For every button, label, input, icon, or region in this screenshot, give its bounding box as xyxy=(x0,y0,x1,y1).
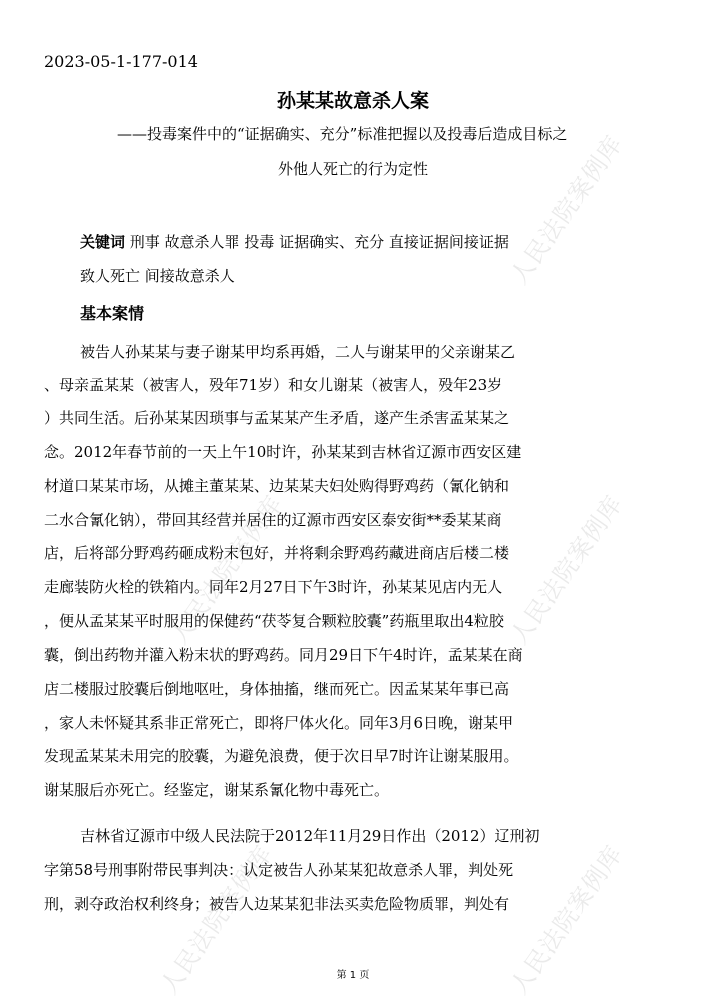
body-line: ，便从孟某某平时服用的保健药“茯苓复合颗粒胶囊”药瓶里取出4粒胶 xyxy=(44,612,504,630)
body-line: ，家人未怀疑其系非正常死亡，即将尸体火化。同年3月6日晚，谢某甲 xyxy=(44,714,514,732)
watermark: 人民法院案例库 xyxy=(504,840,629,1000)
body-line: 被告人孙某某与妻子谢某甲均系再婚，二人与谢某甲的父亲谢某乙 xyxy=(80,343,516,361)
section-heading: 基本案情 xyxy=(80,304,145,323)
body-line: 、母亲孟某某（被害人，殁年71岁）和女儿谢某（被害人，殁年23岁 xyxy=(44,376,503,394)
body-line: 念。2012年春节前的一天上午10时许，孙某某到吉林省辽源市西安区建 xyxy=(44,443,522,461)
body-line: 发现孟某某未用完的胶囊，为避免浪费，便于次日早7时许让谢某服用。 xyxy=(44,747,519,765)
subtitle-line: ——投毒案件中的“证据确实、充分”标准把握以及投毒后造成目标之 xyxy=(117,125,568,143)
keywords-label: 关键词 xyxy=(80,233,126,251)
keywords-line xyxy=(80,235,509,250)
body-line: 走廊装防火栓的铁箱内。同年2月27日下午3时许，孙某某见店内无人 xyxy=(44,578,503,596)
body-line: 材道口某某市场，从摊主董某某、边某某夫妇处购得野鸡药（氰化钠和 xyxy=(44,477,510,495)
body-line: 店，后将部分野鸡药砸成粉末包好，并将剩余野鸡药藏进商店后楼二楼 xyxy=(44,544,510,562)
body-line: 二水合氰化钠），带回其经营并居住的辽源市西安区泰安街**委某某商 xyxy=(44,511,502,529)
body-line: 店二楼服过胶囊后倒地呕吐，身体抽搐，继而死亡。因孟某某年事已高 xyxy=(44,680,510,698)
body-line: 吉林省辽源市中级人民法院于2012年11月29日作出（2012）辽刑初 xyxy=(80,827,540,845)
watermark: 人民法院案例库 xyxy=(504,130,629,290)
document-id: 2023-05-1-177-014 xyxy=(44,52,198,71)
watermark: 人民法院案例库 xyxy=(504,490,629,650)
page-number: 第 1 页 xyxy=(336,970,370,981)
page-title: 孙某某故意杀人案 xyxy=(276,90,429,112)
body-line: 字第58号刑事附带民事判决：认定被告人孙某某犯故意杀人罪，判处死 xyxy=(44,861,514,879)
body-line: 囊，倒出药物并灌入粉末状的野鸡药。同月29日下午4时许，孟某某在商 xyxy=(44,646,523,664)
keywords-line: 致人死亡 间接故意杀人 xyxy=(80,267,235,285)
body-line: 谢某服后亦死亡。经鉴定，谢某系氰化物中毒死亡。 xyxy=(44,781,390,799)
subtitle-line: 外他人死亡的行为定性 xyxy=(278,160,429,178)
body-line: ）共同生活。后孙某某因琐事与孟某某产生矛盾，遂产生杀害孟某某之 xyxy=(44,409,510,427)
keywords-text: 刑事 故意杀人罪 投毒 证据确实、充分 直接证据间接证据 xyxy=(125,233,509,251)
body-line: 刑，剥夺政治权利终身；被告人边某某犯非法买卖危险物质罪，判处有 xyxy=(44,895,510,913)
watermark: 人民法院案例库 xyxy=(164,490,289,650)
watermark: 人民法院案例库 xyxy=(154,840,279,1000)
